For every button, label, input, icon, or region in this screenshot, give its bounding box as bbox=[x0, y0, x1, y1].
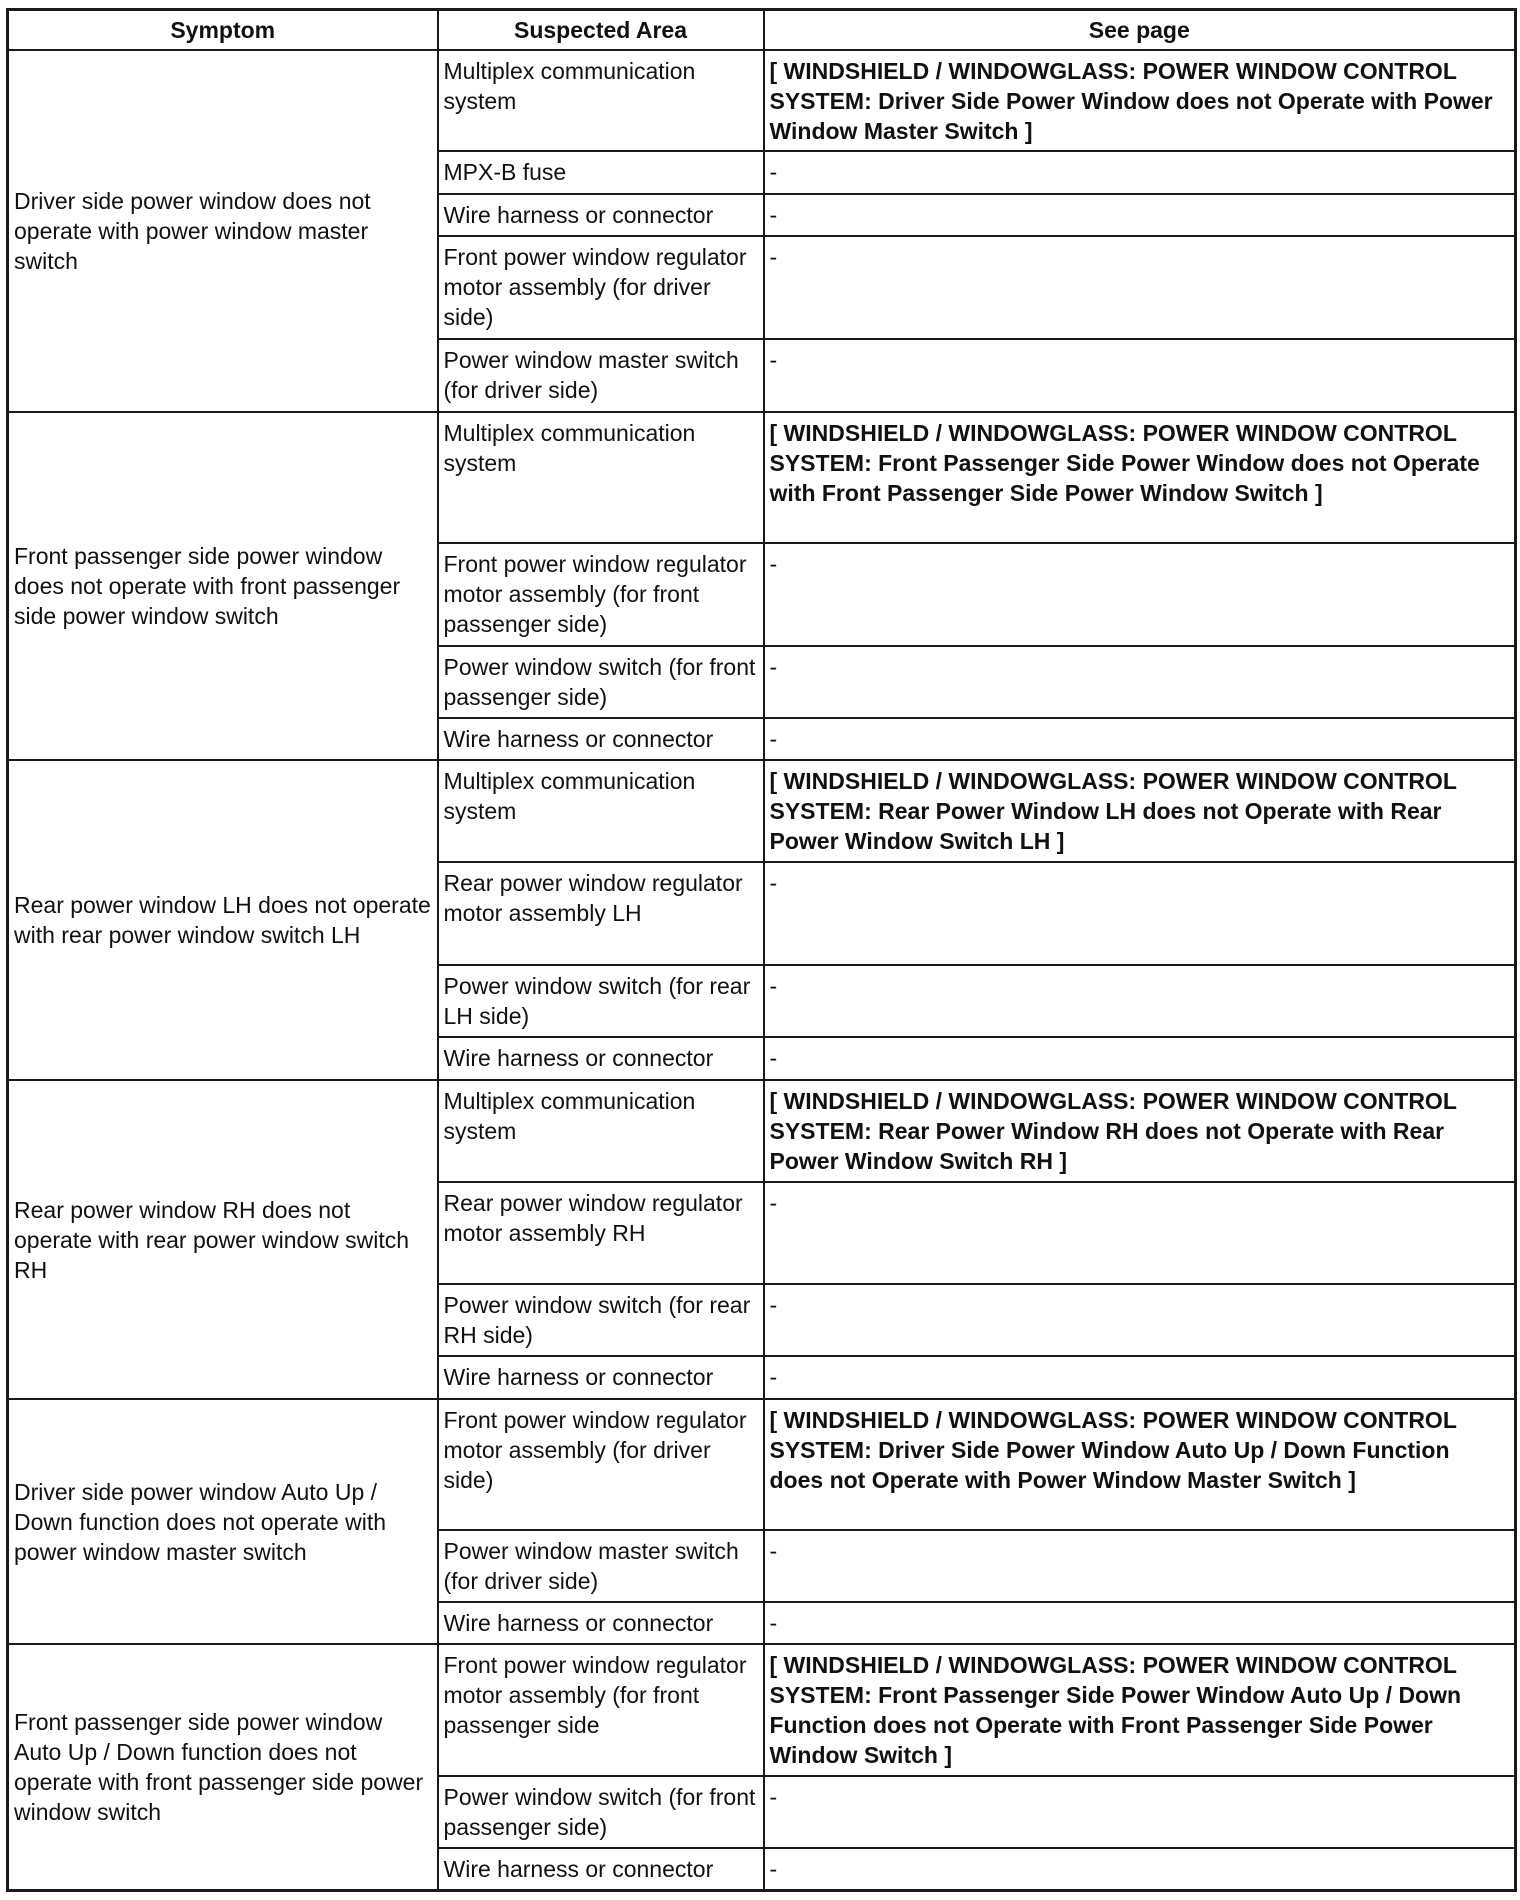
see-page-cell: - bbox=[764, 151, 1516, 193]
suspected-area-cell: Multiplex communication system bbox=[438, 50, 764, 152]
see-page-reference: [ WINDSHIELD / WINDOWGLASS: POWER WINDOW CONTROL SYSTEM: Rear Power Window LH does not Operate with Rear Power Window Switch LH ] bbox=[764, 760, 1516, 862]
see-page-cell: - bbox=[764, 1037, 1516, 1079]
see-page-cell: - bbox=[764, 543, 1516, 646]
suspected-area-cell: Power window master switch (for driver side) bbox=[438, 339, 764, 412]
suspected-area-cell: Front power window regulator motor assembly (for front passenger side bbox=[438, 1644, 764, 1776]
suspected-area-cell: MPX-B fuse bbox=[438, 151, 764, 193]
see-page-cell: - bbox=[764, 1530, 1516, 1603]
see-page-cell: - bbox=[764, 1284, 1516, 1356]
see-page-cell: - bbox=[764, 1776, 1516, 1849]
symptom-cell: Rear power window LH does not operate with rear power window switch LH bbox=[8, 760, 438, 1080]
suspected-area-cell: Multiplex communication system bbox=[438, 412, 764, 543]
see-page-cell: - bbox=[764, 339, 1516, 412]
table-row bbox=[8, 1644, 1516, 1776]
suspected-area-cell: Power window switch (for front passenger side) bbox=[438, 1776, 764, 1849]
see-page-cell: - bbox=[764, 646, 1516, 719]
suspected-area-cell: Rear power window regulator motor assembly RH bbox=[438, 1182, 764, 1285]
suspected-area-cell: Front power window regulator motor assembly (for driver side) bbox=[438, 236, 764, 339]
troubleshooting-document bbox=[6, 8, 1514, 1892]
table-row bbox=[8, 412, 1516, 543]
suspected-area-cell: Power window switch (for rear RH side) bbox=[438, 1284, 764, 1356]
see-page-cell: - bbox=[764, 1848, 1516, 1890]
see-page-reference: [ WINDSHIELD / WINDOWGLASS: POWER WINDOW CONTROL SYSTEM: Driver Side Power Window does not Operate with Power Window Master Switch ] bbox=[764, 50, 1516, 152]
see-page-cell: - bbox=[764, 718, 1516, 759]
header-suspected-area: Suspected Area bbox=[438, 10, 764, 50]
see-page-cell: - bbox=[764, 194, 1516, 236]
table-row bbox=[8, 760, 1516, 862]
table-row bbox=[8, 50, 1516, 152]
header-see-page: See page bbox=[764, 10, 1516, 50]
suspected-area-cell: Wire harness or connector bbox=[438, 718, 764, 759]
see-page-cell: - bbox=[764, 236, 1516, 339]
see-page-cell: - bbox=[764, 1356, 1516, 1398]
see-page-reference: [ WINDSHIELD / WINDOWGLASS: POWER WINDOW CONTROL SYSTEM: Front Passenger Side Power Window does not Operate with Front Passenger Side Power Window Switch ] bbox=[764, 412, 1516, 543]
header-symptom: Symptom bbox=[8, 10, 438, 50]
suspected-area-cell: Multiplex communication system bbox=[438, 1080, 764, 1182]
table-row bbox=[8, 1399, 1516, 1530]
suspected-area-cell: Wire harness or connector bbox=[438, 1037, 764, 1079]
table-row bbox=[8, 1080, 1516, 1182]
see-page-cell: - bbox=[764, 862, 1516, 965]
suspected-area-cell: Power window switch (for front passenger side) bbox=[438, 646, 764, 719]
table-header-row bbox=[8, 10, 1516, 50]
suspected-area-cell: Power window master switch (for driver side) bbox=[438, 1530, 764, 1603]
symptom-cell: Driver side power window Auto Up / Down function does not operate with power window master switch bbox=[8, 1399, 438, 1644]
suspected-area-cell: Rear power window regulator motor assembly LH bbox=[438, 862, 764, 965]
symptom-cell: Front passenger side power window does not operate with front passenger side power window switch bbox=[8, 412, 438, 760]
see-page-reference: [ WINDSHIELD / WINDOWGLASS: POWER WINDOW CONTROL SYSTEM: Rear Power Window RH does not Operate with Rear Power Window Switch RH ] bbox=[764, 1080, 1516, 1182]
suspected-area-cell: Front power window regulator motor assembly (for driver side) bbox=[438, 1399, 764, 1530]
symptom-table bbox=[6, 8, 1517, 1892]
see-page-reference: [ WINDSHIELD / WINDOWGLASS: POWER WINDOW CONTROL SYSTEM: Driver Side Power Window Auto Up / Down Function does not Operate with Power Window Master Switch ] bbox=[764, 1399, 1516, 1530]
suspected-area-cell: Power window switch (for rear LH side) bbox=[438, 965, 764, 1038]
suspected-area-cell: Multiplex communication system bbox=[438, 760, 764, 862]
suspected-area-cell: Wire harness or connector bbox=[438, 1356, 764, 1398]
symptom-cell: Front passenger side power window Auto Up / Down function does not operate with front passenger side power window switch bbox=[8, 1644, 438, 1891]
see-page-cell: - bbox=[764, 1602, 1516, 1643]
see-page-cell: - bbox=[764, 965, 1516, 1038]
see-page-cell: - bbox=[764, 1182, 1516, 1285]
suspected-area-cell: Wire harness or connector bbox=[438, 1602, 764, 1643]
symptom-cell: Driver side power window does not operate with power window master switch bbox=[8, 50, 438, 412]
suspected-area-cell: Wire harness or connector bbox=[438, 194, 764, 236]
suspected-area-cell: Front power window regulator motor assembly (for front passenger side) bbox=[438, 543, 764, 646]
suspected-area-cell: Wire harness or connector bbox=[438, 1848, 764, 1890]
see-page-reference: [ WINDSHIELD / WINDOWGLASS: POWER WINDOW CONTROL SYSTEM: Front Passenger Side Power Window Auto Up / Down Function does not Operate with Front Passenger Side Power Window Switch ] bbox=[764, 1644, 1516, 1776]
symptom-cell: Rear power window RH does not operate with rear power window switch RH bbox=[8, 1080, 438, 1399]
